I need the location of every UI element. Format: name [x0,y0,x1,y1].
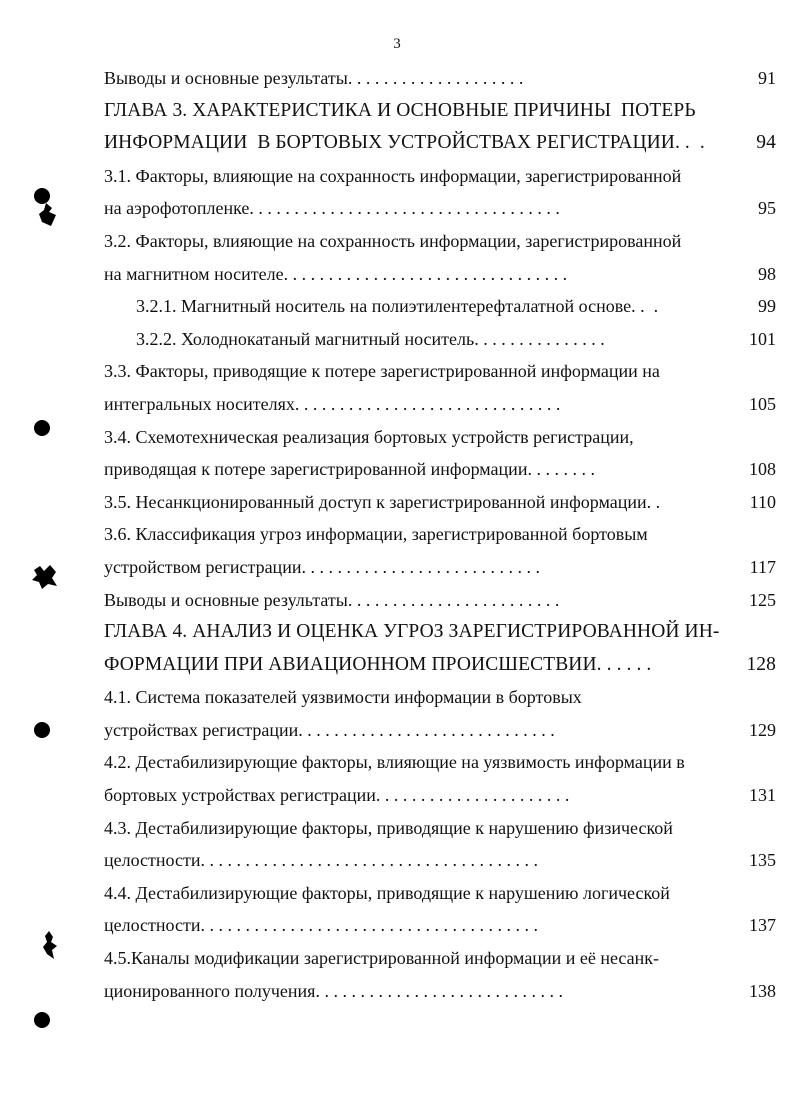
toc-page-number: 105 [749,393,776,414]
toc-line [104,355,776,388]
toc-page-number: 128 [746,653,776,675]
toc-entry-text: 3.6. Классификация угроз информации, зарегистрированной бортовым [104,524,648,545]
toc-entry-text: целостности. . . . . . . . . . . . . . . . . . . . . . . . . . . . . . . . . . . . . . [104,850,543,871]
toc-entry-text: 3.3. Факторы, приводящие к потере зарегистрированной информации на [104,361,660,382]
toc-page-number: 95 [758,198,776,219]
toc-line [104,518,776,551]
toc-line [104,779,776,812]
toc-entry-text: 4.4. Дестабилизирующие факторы, приводящие к нарушению логической [104,882,670,903]
toc-page-number: 135 [749,850,776,871]
toc-entry-text: 3.4. Схемотехническая реализация бортовых устройств регистрации, [104,426,634,447]
toc-page-number: 108 [749,459,776,480]
toc-entry-text: бортовых устройствах регистрации. . . . . . . . . . . . . . . . . . . . . . [104,785,574,806]
toc-entry-text: 3.1. Факторы, влияющие на сохранность информации, зарегистрированной [104,165,682,186]
toc-line [104,551,776,584]
toc-entry-text: интегральных носителях. . . . . . . . . . . . . . . . . . . . . . . . . . . . . . [104,393,565,414]
toc-entry-text: 4.3. Дестабилизирующие факторы, приводящие к нарушению физической [104,817,673,838]
toc-page-number: 125 [749,589,776,610]
toc-line [104,714,776,747]
toc-page-number: 94 [756,132,776,154]
toc-line [104,160,776,193]
toc-entry-text: ционированного получения. . . . . . . . . . . . . . . . . . . . . . . . . . . . [104,980,568,1001]
toc-entry-text: ИНФОРМАЦИИ В БОРТОВЫХ УСТРОЙСТВАХ РЕГИСТРАЦИИ. . . [104,132,705,154]
toc-entry-text: 3.2. Факторы, влияющие на сохранность информации, зарегистрированной [104,230,682,251]
page-number: 3 [393,36,401,52]
toc-entry-text: на аэрофотопленке. . . . . . . . . . . . . . . . . . . . . . . . . . . . . . . . . . . [104,198,565,219]
toc-line [104,909,776,942]
toc-entry-text: ФОРМАЦИИ ПРИ АВИАЦИОННОМ ПРОИСШЕСТВИИ. . . . . . [104,653,652,675]
ink-blot [30,562,60,592]
toc-entry-text: 3.2.1. Магнитный носитель на полиэтилентерефталатной основе. . . [136,296,659,317]
toc-page-number: 110 [749,491,776,512]
toc-page-number: 137 [749,915,776,936]
toc-entry-text: на магнитном носителе. . . . . . . . . . . . . . . . . . . . . . . . . . . . . . . . [104,263,572,284]
toc-line [104,616,776,649]
toc-line [104,62,776,95]
table-of-contents [104,62,776,1007]
toc-line [104,942,776,975]
toc-entry-text: Выводы и основные результаты. . . . . . . . . . . . . . . . . . . . . . . . [104,589,564,610]
toc-entry-text: ГЛАВА 4. АНАЛИЗ И ОЦЕНКА УГРОЗ ЗАРЕГИСТРИРОВАННОЙ ИН- [104,621,720,643]
toc-entry-text: Выводы и основные результаты. . . . . . . . . . . . . . . . . . . . [104,68,528,88]
toc-page-number: 98 [758,263,776,284]
toc-line [104,225,776,258]
toc-entry-text: устройствах регистрации. . . . . . . . . . . . . . . . . . . . . . . . . . . . . [104,719,560,740]
toc-entry-text: 4.2. Дестабилизирующие факторы, влияющие на уязвимость информации в [104,752,685,773]
ink-blot [36,202,58,228]
toc-line [104,95,776,128]
binder-hole-mark [34,1012,50,1028]
toc-line [104,258,776,291]
toc-page-number: 131 [749,785,776,806]
toc-line [104,192,776,225]
toc-line [104,975,776,1008]
toc-line [104,584,776,617]
toc-entry-text: приводящая к потере зарегистрированной информации. . . . . . . . [104,459,600,480]
toc-line [104,681,776,714]
binder-hole-mark [34,420,50,436]
toc-page-number: 101 [749,328,776,349]
toc-page-number: 129 [749,719,776,740]
toc-entry-text: 4.1. Система показателей уязвимости информации в бортовых [104,687,582,708]
toc-line [104,453,776,486]
toc-line [104,486,776,519]
toc-page-number: 91 [758,68,776,88]
toc-line [104,844,776,877]
toc-line [104,812,776,845]
toc-line [104,877,776,910]
toc-entry-text: ГЛАВА 3. ХАРАКТЕРИСТИКА И ОСНОВНЫЕ ПРИЧИНЫ ПОТЕРЬ [104,99,696,121]
toc-line [104,421,776,454]
ink-blot [40,930,60,960]
toc-line [104,127,776,160]
toc-entry-text: устройством регистрации. . . . . . . . . . . . . . . . . . . . . . . . . . . [104,556,545,577]
toc-entry-text: 3.5. Несанкционированный доступ к зарегистрированной информации. . [104,491,661,512]
toc-entry-text: 4.5.Каналы модификации зарегистрированной информации и её несанк- [104,948,659,969]
toc-line [104,323,776,356]
toc-page-number: 99 [758,296,776,317]
toc-entry-text: 3.2.2. Холоднокатаный магнитный носитель. . . . . . . . . . . . . . . [136,328,605,349]
toc-entry-text: целостности. . . . . . . . . . . . . . . . . . . . . . . . . . . . . . . . . . . . . . [104,915,543,936]
toc-line [104,388,776,421]
toc-page-number: 138 [749,980,776,1001]
toc-line [104,649,776,682]
binder-hole-mark [34,722,50,738]
toc-line [104,746,776,779]
toc-page-number: 117 [749,556,776,577]
toc-line [104,290,776,323]
